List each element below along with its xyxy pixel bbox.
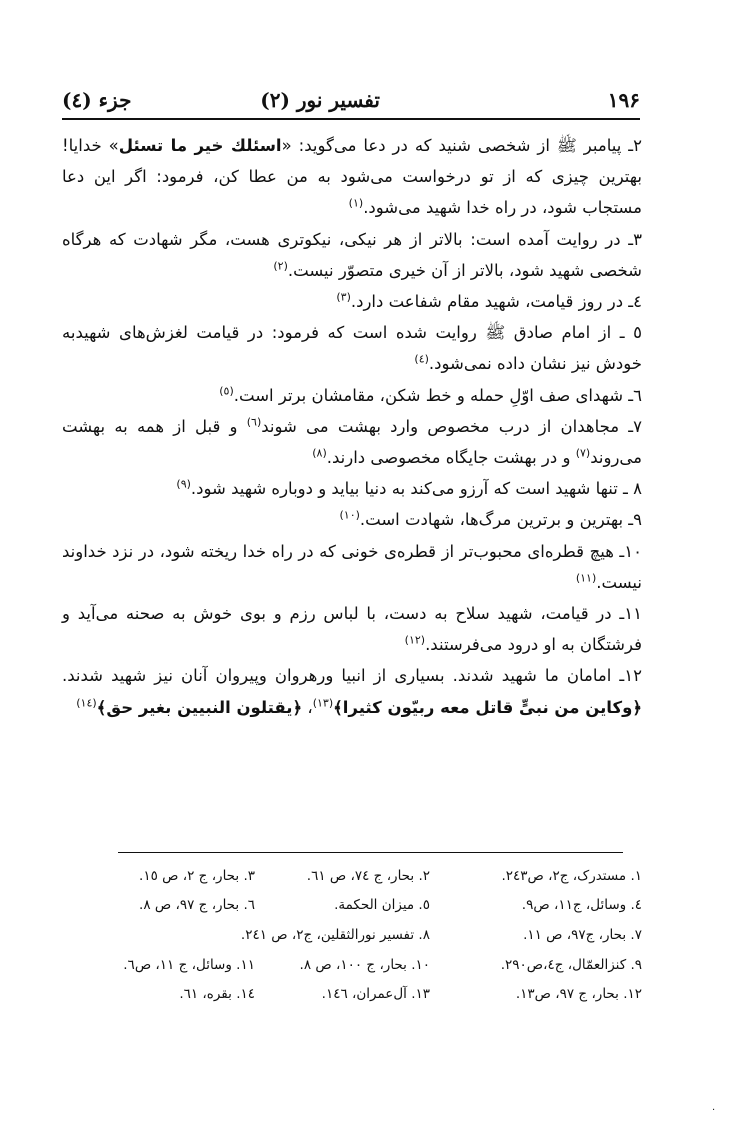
footnote-separator xyxy=(118,852,623,853)
point-7: ۷ـ مجاهدان از درب مخصوص وارد بهشت می شوند$^{(٦)}$ و قبل از همه به بهشت می‌روند$^{(۷)}$ و در بهشت جایگاه مخصوصی دارند.$^{(۸)}$ xyxy=(62,415,642,468)
footnote: ٦. بحار، ج ۹۷، ص ۸. xyxy=(139,897,255,913)
footnote-ref: (۹) xyxy=(176,477,191,491)
footnote-ref: (۱۰) xyxy=(339,508,360,522)
book-title: تفسیر نور (۲) xyxy=(260,88,380,112)
footnote-ref: (٤) xyxy=(414,352,429,366)
page-number: ۱۹۶ xyxy=(607,88,640,112)
point-8: ۸ ـ تنها شهید است که آرزو می‌کند به دنیا بیاید و دوباره شهید شود.$^{(۹)}$ xyxy=(176,477,642,499)
footnote-ref: (۷) xyxy=(575,446,591,460)
footnote: ۲. بحار، ج ۷٤، ص ٦۱. xyxy=(306,868,430,884)
point-2: ۲ـ پیامبر ﷺ از شخصی شنید که در دعا می‌گوید: «اسئلك خیر ما تسئل» خدایا! بهترین چیزی که از تو درخواست می‌شود به من عطا کن، فرمود: اگر این دعا مستجاب شود، در راه خدا شهید می‌شود.$^{(۱)}$ xyxy=(62,136,642,218)
footnote-ref: (۱) xyxy=(348,196,364,210)
point-11: ۱۱ـ در قیامت، شهید سلاح به دست، با لباس رزم و بوی خوش به صحنه می‌آید و فرشتگان به او درود می‌فرستند.$^{(۱۲)}$ xyxy=(62,604,642,655)
footnote: ۸. تفسیر نورالثقلین، ج۲، ص ۲٤۱. xyxy=(240,927,430,943)
footnote: ٥. میزان الحکمة. xyxy=(334,897,430,913)
running-header xyxy=(62,86,640,120)
point-4: ٤ـ در روز قیامت، شهید مقام شفاعت دارد.$^{(۳)}$ xyxy=(336,290,642,312)
footnote-ref: (۲) xyxy=(273,259,288,273)
footnote: ۱. مستدرک، ج۲، ص۲٤۳. xyxy=(501,868,642,884)
quoted-prayer: اسئلك خیر ما تسئل xyxy=(118,136,282,155)
footnote-ref: (۱۳) xyxy=(312,696,334,710)
footnote: ٤. وسائل، ج۱۱، ص۹. xyxy=(521,897,642,913)
footnote: ۱۳. آل‌عمران، ۱٤٦. xyxy=(321,986,430,1002)
point-3: ۳ـ در روایت آمده است: بالاتر از هر نیکی، نیکوتری هست، مگر شهادت که هرگاه شخصی شهید شود، بالاتر از آن خیری متصوّر نیست.$^{(۲)}$ xyxy=(62,229,642,280)
footnote: ۱۲. بحار، ج ۹۷، ص۱۳. xyxy=(515,986,642,1002)
footnote: ١٤. بقره، ٦۱. xyxy=(179,986,255,1002)
footnote-ref: (٦) xyxy=(246,415,262,429)
point-5: ٥ ـ از امام صادق ﷺ روایت شده است که فرمود: در قیامت لغزش‌های شهیدبه خودش نیز نشان داده نمی‌شود.$^{(٤)}$ xyxy=(62,323,642,374)
footnote-ref: (۱۲) xyxy=(404,633,426,647)
footnote-ref: (١٤) xyxy=(76,696,97,710)
footnote-ref: (۱۱) xyxy=(575,571,597,585)
scan-speck: · xyxy=(712,1105,716,1116)
point-9: ۹ـ بهترین و برترین مرگ‌ها، شهادت است.$^{(۱۰)}$ xyxy=(339,508,642,530)
footnote-ref: (۸) xyxy=(312,446,327,460)
point-12: ۱۲ـ امامان ما شهید شدند. بسیاری از انبیا ورهروان وپیروان آنان نیز شهید شدند. ﴿وكاين من نبىٍّ قاتل معه ربيّون كثيرا﴾$^{(۱۳)}$، ﴿يقتلون النبيين بغير حق﴾$^{(١٤)}$ xyxy=(62,666,642,717)
footnote-ref: (٥) xyxy=(219,384,234,398)
quran-verse: ﴿وكاين من نبىٍّ قاتل معه ربيّون كثيرا﴾ xyxy=(333,697,642,717)
main-text xyxy=(62,130,642,723)
part-label: جزء (٤) xyxy=(62,88,132,112)
footnote: ۱۱. وسائل، ج ۱۱، ص٦. xyxy=(123,957,255,973)
footnote-ref: (۳) xyxy=(336,290,351,304)
point-6: ٦ـ شهدای صف اوّلِ حمله و خط شکن، مقامشان برتر است.$^{(٥)}$ xyxy=(219,384,642,405)
point-10: ۱۰ـ هیچ قطره‌ای محبوب‌تر از قطره‌ی خونی که در راه خدا ریخته شود، در نزد خداوند نیست.$^{(۱۱)}$ xyxy=(62,541,642,592)
footnote: ۱۰. بحار، ج ۱۰۰، ص ۸. xyxy=(299,957,430,973)
footnote: ۳. بحار، ج ۲، ص ۱٥. xyxy=(139,868,255,884)
footnote: ۹. کنزالعمّال، ج٤،ص۲۹۰. xyxy=(500,957,642,973)
quran-verse: ﴿يقتلون النبيين بغير حق﴾ xyxy=(96,697,303,717)
footnote: ۷. بحار، ج۹۷، ص ۱۱. xyxy=(523,927,642,943)
